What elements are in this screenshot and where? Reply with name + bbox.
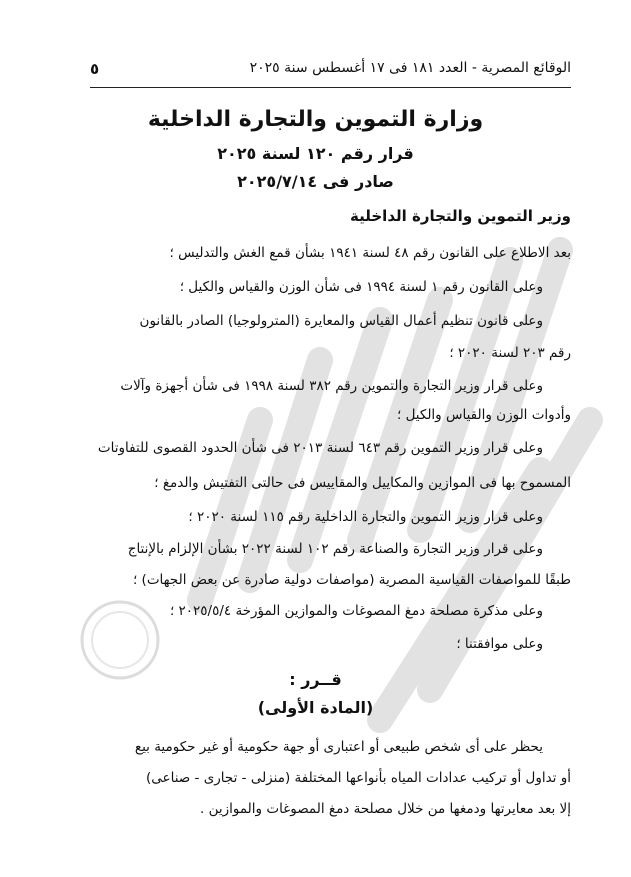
preamble-line: وعلى موافقتنا ؛ [456,636,543,652]
seal-icon [82,602,158,678]
preamble-line: وأدوات الوزن والقياس والكيل ؛ [396,407,571,423]
decision-heading: قــرر : [289,670,342,689]
preamble-line: وعلى قرار وزير التجارة والصناعة رقم ١٠٢ لسنة ٢٠٢٢ بشأن الإلزام بالإنتاج [127,541,543,557]
preamble-line: رقم ٢٠٣ لسنة ٢٠٢٠ ؛ [449,345,571,361]
preamble-line: وعلى القانون رقم ١ لسنة ١٩٩٤ فى شأن الوزن والقياس والكيل ؛ [179,279,543,295]
preamble-line: وعلى قانون تنظيم أعمال القياس والمعايرة (المترولوجيا) الصادر بالقانون [139,313,543,329]
issue-date: صادر فى ٢٠٢٥/٧/١٤ [237,172,394,191]
seal-icon-inner [92,612,148,668]
header-divider [90,87,571,88]
preamble-line: وعلى قرار وزير التموين رقم ٦٤٣ لسنة ٢٠١٣ فى شأن الحدود القصوى للتفاوتات [97,440,543,456]
article-title: (المادة الأولى) [257,698,374,717]
running-header [90,58,571,84]
decree-number: قرار رقم ١٢٠ لسنة ٢٠٢٥ [217,144,414,163]
article-line: إلا بعد معايرتها ودمغها من خلال مصلحة دمغ المصوغات والموازين . [200,801,571,817]
article-line: أو تداول أو تركيب عدادات المياه بأنواعها المختلفة (منزلى - تجارى - صناعى) [146,770,571,786]
article-line: يحظر على أى شخص طبيعى أو اعتبارى أو جهة حكومية أو غير حكومية بيع [134,739,543,755]
page-number: ٥ [90,60,100,78]
preamble-line: المسموح بها فى الموازين والمكاييل والمقاييس فى حالتى التفتيش والدمغ ؛ [154,475,571,491]
signer-title: وزير التموين والتجارة الداخلية [350,207,571,225]
preamble-line: بعد الاطلاع على القانون رقم ٤٨ لسنة ١٩٤١ بشأن قمع الغش والتدليس ؛ [169,245,571,261]
preamble-line: وعلى مذكرة مصلحة دمغ المصوغات والموازين المؤرخة ٢٠٢٥/٥/٤ ؛ [169,603,543,619]
running-title: الوقائع المصرية - العدد ١٨١ فى ١٧ أغسطس سنة ٢٠٢٥ [249,60,571,76]
preamble-line: وعلى قرار وزير التموين والتجارة الداخلية رقم ١١٥ لسنة ٢٠٢٠ ؛ [188,509,543,525]
preamble-line: طبقًا للمواصفات القياسية المصرية (مواصفات دولية صادرة عن بعض الجهات) ؛ [132,572,571,588]
ministry-title: وزارة التموين والتجارة الداخلية [147,107,484,132]
preamble-line: وعلى قرار وزير التجارة والتموين رقم ٣٨٢ لسنة ١٩٩٨ فى شأن أجهزة وآلات [120,378,543,394]
